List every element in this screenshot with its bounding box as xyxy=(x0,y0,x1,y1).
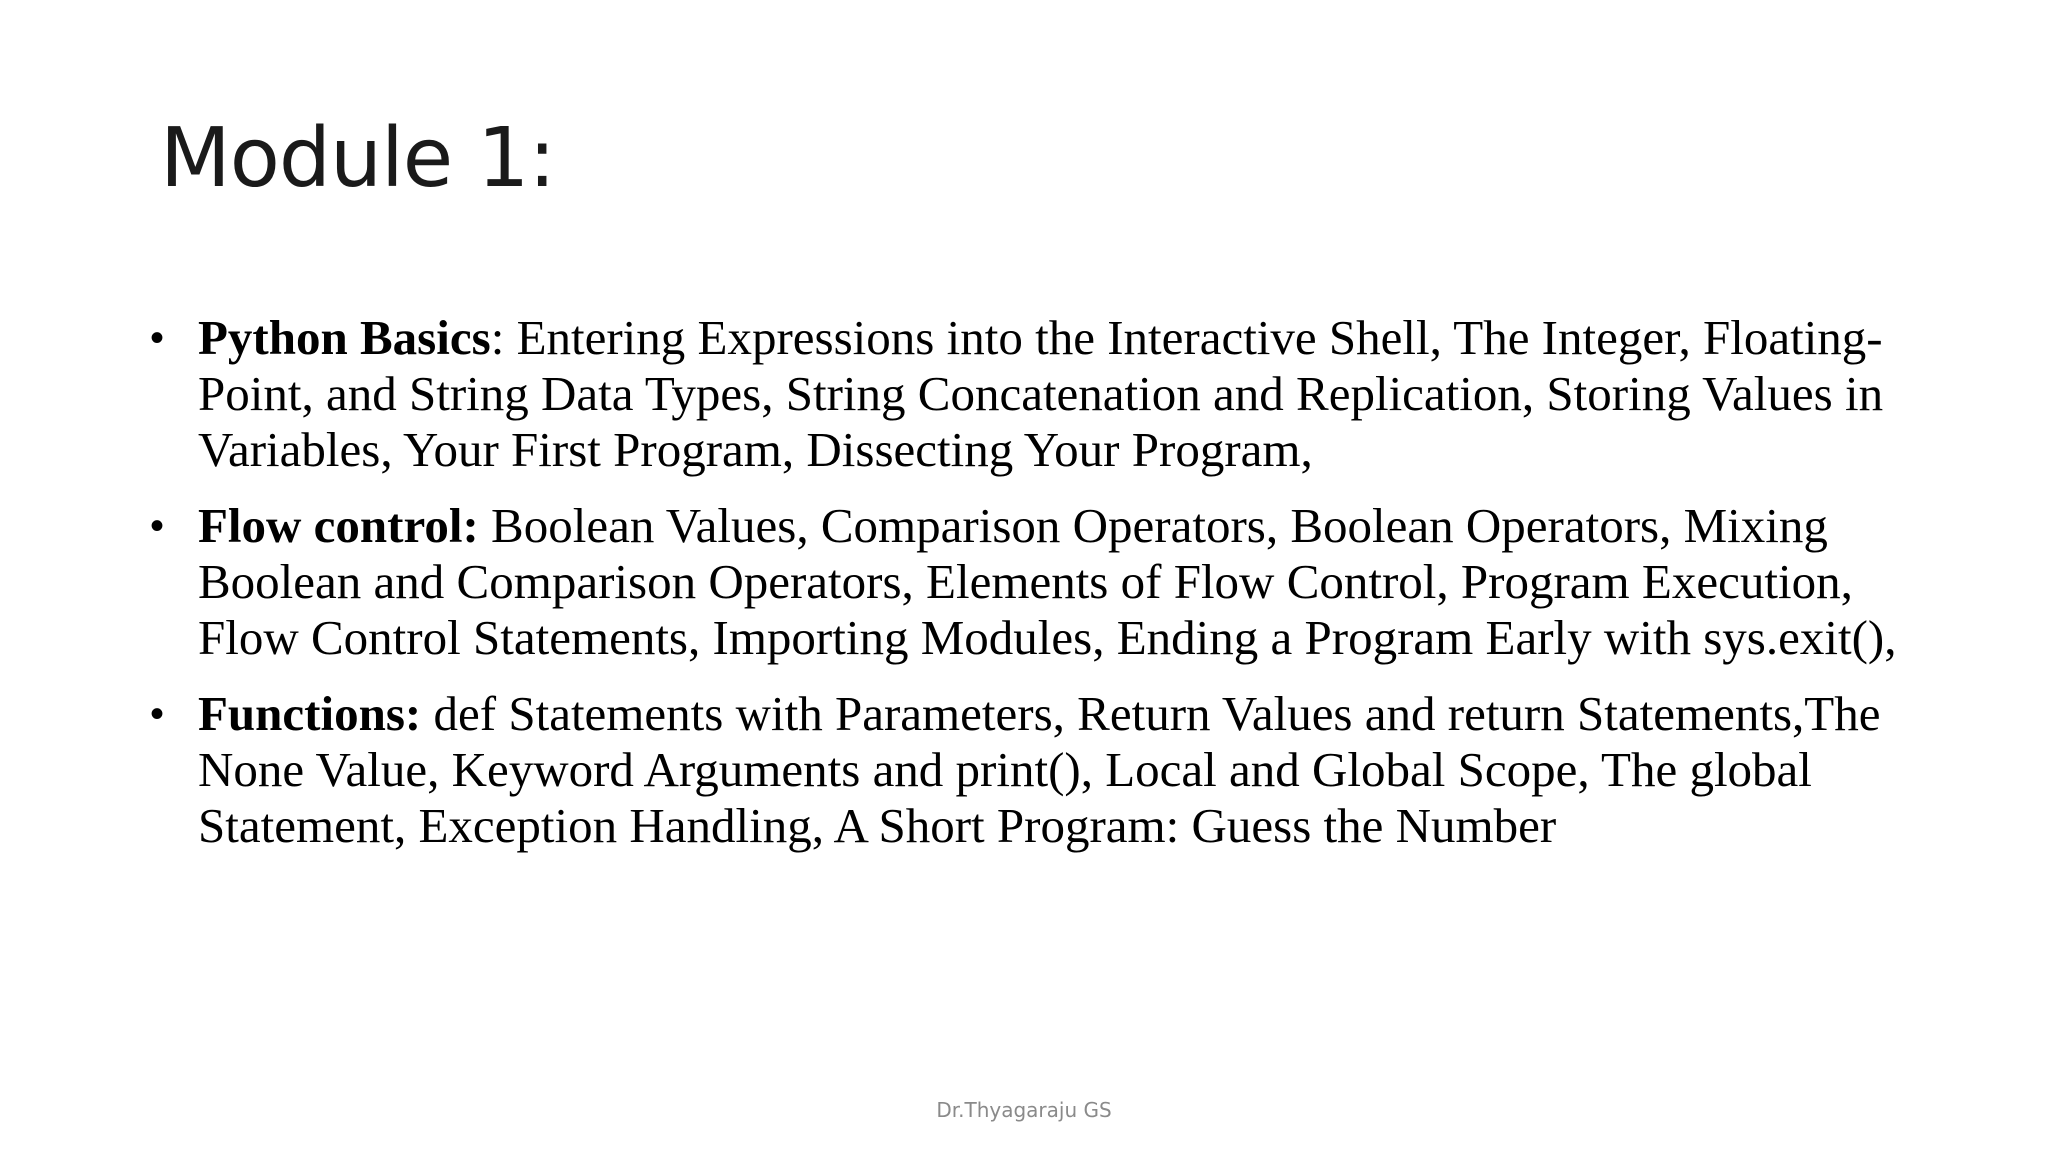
bullet-item-functions xyxy=(150,686,1930,854)
bullet-heading: Functions: xyxy=(198,686,422,741)
bullet-icon: • xyxy=(150,692,165,736)
bullet-list xyxy=(150,310,1930,874)
bullet-text: Entering Expressions into the Interactive Shell, The Integer, Floating-Point, and String Data Types, String Concatenation and Replication, Storing Values in Variables, Your First Program, Dissecting Your Program, xyxy=(198,310,1884,477)
bullet-item-flow-control xyxy=(150,498,1930,666)
bullet-heading: Flow control: xyxy=(198,498,479,553)
bullet-heading: Python Basics xyxy=(198,310,491,365)
bullet-icon: • xyxy=(150,504,165,548)
bullet-separator xyxy=(421,686,433,741)
bullet-separator xyxy=(479,498,491,553)
bullet-text: def Statements with Parameters, Return Values and return Statements,The None Value, Keyword Arguments and print(), Local and Global Scope, The global Statement, Exception Handling, A Short Program: Guess the Number xyxy=(198,686,1881,853)
slide-footer: Dr.Thyagaraju GS xyxy=(936,1098,1112,1122)
bullet-separator: : xyxy=(490,310,517,365)
slide-title: Module 1: xyxy=(160,111,556,206)
bullet-icon: • xyxy=(150,316,165,360)
bullet-text: Boolean Values, Comparison Operators, Boolean Operators, Mixing Boolean and Comparison Operators, Elements of Flow Control, Program Execution, Flow Control Statements, Importing Modules, Ending a Program Early with sys.exit(), xyxy=(198,498,1897,665)
bullet-item-python-basics xyxy=(150,310,1930,478)
